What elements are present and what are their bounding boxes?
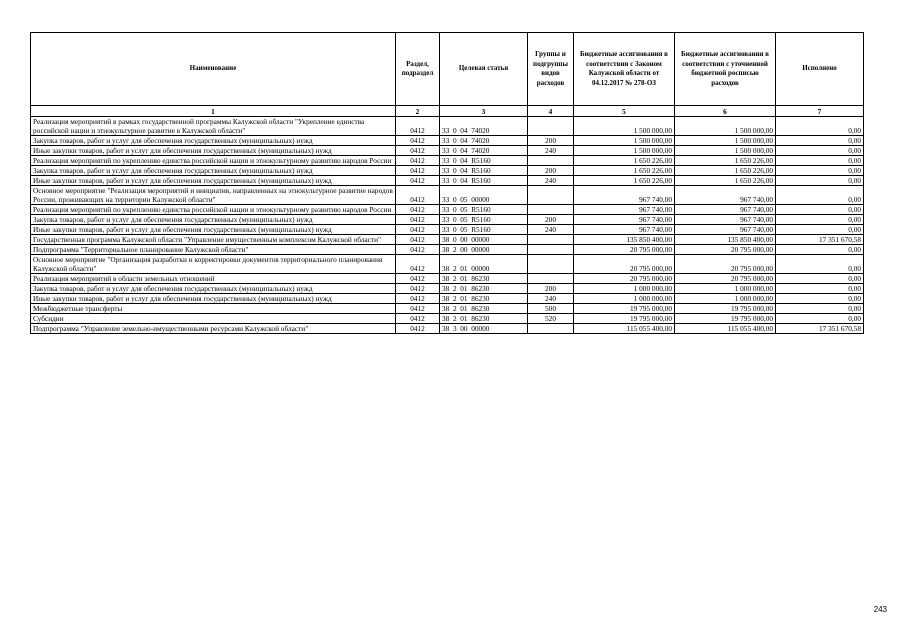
row-section: 0412 — [396, 166, 440, 176]
row-name: Межбюджетные трансферты — [31, 304, 396, 314]
row-budget-law: 135 850 400,00 — [574, 235, 675, 245]
column-number: 4 — [528, 106, 574, 117]
row-section: 0412 — [396, 205, 440, 215]
row-budget-refined: 1 000 000,00 — [675, 284, 776, 294]
row-executed: 0,00 — [776, 156, 864, 166]
table-row — [31, 324, 864, 334]
row-budget-law: 1 650 226,00 — [574, 176, 675, 186]
row-name: Подпрограмма "Территориальное планирование Калужской области" — [31, 245, 396, 255]
row-name: Иные закупки товаров, работ и услуг для обеспечения государственных (муниципальных) нужд — [31, 225, 396, 235]
row-executed: 0,00 — [776, 304, 864, 314]
row-budget-law: 1 500 000,00 — [574, 146, 675, 156]
table-row — [31, 235, 864, 245]
row-budget-refined: 967 740,00 — [675, 225, 776, 235]
row-group — [528, 274, 574, 284]
row-executed: 0,00 — [776, 284, 864, 294]
row-section: 0412 — [396, 284, 440, 294]
table-row — [31, 176, 864, 186]
row-group: 500 — [528, 304, 574, 314]
row-budget-refined: 20 795 000,00 — [675, 274, 776, 284]
row-budget-refined: 135 850 400,00 — [675, 235, 776, 245]
row-budget-law: 1 000 000,00 — [574, 294, 675, 304]
row-name: Основное мероприятие "Организация разработки и корректировки документов территориального планирования Калужской области" — [31, 255, 396, 274]
row-section: 0412 — [396, 314, 440, 324]
table-row — [31, 205, 864, 215]
row-section: 0412 — [396, 255, 440, 274]
table-row — [31, 255, 864, 274]
row-section: 0412 — [396, 156, 440, 166]
row-target: 33 0 04 74020 — [440, 146, 528, 156]
row-group — [528, 186, 574, 205]
table-row — [31, 314, 864, 324]
row-section: 0412 — [396, 324, 440, 334]
row-target: 38 2 01 00000 — [440, 255, 528, 274]
row-budget-law: 1 500 000,00 — [574, 136, 675, 146]
budget-table — [30, 32, 864, 334]
row-budget-refined: 1 650 226,00 — [675, 166, 776, 176]
row-budget-law: 967 740,00 — [574, 215, 675, 225]
column-number: 2 — [396, 106, 440, 117]
row-section: 0412 — [396, 117, 440, 136]
row-name: Закупка товаров, работ и услуг для обеспечения государственных (муниципальных) нужд — [31, 284, 396, 294]
table-body — [31, 117, 864, 334]
row-section: 0412 — [396, 294, 440, 304]
row-target: 38 2 01 86230 — [440, 294, 528, 304]
table-row — [31, 274, 864, 284]
row-group — [528, 156, 574, 166]
row-budget-law: 1 000 000,00 — [574, 284, 675, 294]
row-executed: 0,00 — [776, 294, 864, 304]
row-name: Государственная программа Калужской области "Управление имущественным комплексом Калужской области" — [31, 235, 396, 245]
row-executed: 0,00 — [776, 274, 864, 284]
row-budget-law: 1 650 226,00 — [574, 166, 675, 176]
row-budget-law: 1 650 226,00 — [574, 156, 675, 166]
row-section: 0412 — [396, 304, 440, 314]
table-row — [31, 294, 864, 304]
row-target: 38 2 00 00000 — [440, 245, 528, 255]
row-target: 38 3 00 00000 — [440, 324, 528, 334]
row-section: 0412 — [396, 186, 440, 205]
table-row — [31, 304, 864, 314]
row-group — [528, 245, 574, 255]
row-budget-refined: 1 000 000,00 — [675, 294, 776, 304]
row-name: Подпрограмма "Управление земельно-имущественными ресурсами Калужской области" — [31, 324, 396, 334]
row-group: 240 — [528, 146, 574, 156]
table-row — [31, 284, 864, 294]
row-executed: 0,00 — [776, 146, 864, 156]
header-budget-refined: Бюджетные ассигнования в соответствии с уточненной бюджетной росписью расходов — [675, 33, 776, 106]
row-budget-law: 19 795 000,00 — [574, 314, 675, 324]
row-target: 33 0 05 00000 — [440, 186, 528, 205]
row-section: 0412 — [396, 136, 440, 146]
row-budget-refined: 967 740,00 — [675, 186, 776, 205]
row-budget-refined: 19 795 000,00 — [675, 304, 776, 314]
row-budget-refined: 115 055 400,00 — [675, 324, 776, 334]
row-target: 33 0 04 R5160 — [440, 156, 528, 166]
row-executed: 0,00 — [776, 205, 864, 215]
row-name: Субсидии — [31, 314, 396, 324]
row-group — [528, 117, 574, 136]
row-target: 33 0 04 R5160 — [440, 176, 528, 186]
row-executed: 0,00 — [776, 136, 864, 146]
row-budget-refined: 1 650 226,00 — [675, 156, 776, 166]
header-groups: Группы и подгруппы видов расходов — [528, 33, 574, 106]
row-group: 200 — [528, 215, 574, 225]
table-row — [31, 117, 864, 136]
row-group: 240 — [528, 225, 574, 235]
row-executed: 0,00 — [776, 314, 864, 324]
row-budget-law: 19 795 000,00 — [574, 304, 675, 314]
row-budget-refined: 19 795 000,00 — [675, 314, 776, 324]
row-name: Реализация мероприятий по укреплению единства российской нации и этнокультурному развитию народов России — [31, 205, 396, 215]
row-executed: 0,00 — [776, 166, 864, 176]
row-group: 520 — [528, 314, 574, 324]
column-number: 3 — [440, 106, 528, 117]
row-executed: 0,00 — [776, 186, 864, 205]
row-section: 0412 — [396, 176, 440, 186]
row-group: 200 — [528, 166, 574, 176]
row-target: 33 0 04 74020 — [440, 136, 528, 146]
row-group: 240 — [528, 176, 574, 186]
column-number-row — [31, 106, 864, 117]
row-budget-law: 1 500 000,00 — [574, 117, 675, 136]
row-target: 33 0 05 R5160 — [440, 205, 528, 215]
row-budget-law: 967 740,00 — [574, 225, 675, 235]
row-section: 0412 — [396, 146, 440, 156]
row-section: 0412 — [396, 235, 440, 245]
row-budget-refined: 967 740,00 — [675, 205, 776, 215]
column-number: 1 — [31, 106, 396, 117]
table-row — [31, 156, 864, 166]
row-name: Закупка товаров, работ и услуг для обеспечения государственных (муниципальных) нужд — [31, 136, 396, 146]
row-name: Закупка товаров, работ и услуг для обеспечения государственных (муниципальных) нужд — [31, 166, 396, 176]
row-budget-refined: 967 740,00 — [675, 215, 776, 225]
row-budget-law: 115 055 400,00 — [574, 324, 675, 334]
row-target: 33 0 04 74020 — [440, 117, 528, 136]
row-executed: 0,00 — [776, 215, 864, 225]
row-name: Реализация мероприятий в области земельных отношений — [31, 274, 396, 284]
table-row — [31, 146, 864, 156]
row-executed: 0,00 — [776, 255, 864, 274]
row-executed: 0,00 — [776, 117, 864, 136]
row-target: 38 2 01 86230 — [440, 314, 528, 324]
row-executed: 0,00 — [776, 176, 864, 186]
row-name: Иные закупки товаров, работ и услуг для обеспечения государственных (муниципальных) нужд — [31, 176, 396, 186]
row-section: 0412 — [396, 274, 440, 284]
row-budget-law: 967 740,00 — [574, 205, 675, 215]
row-target: 38 0 00 00000 — [440, 235, 528, 245]
page-number: 243 — [873, 605, 887, 614]
row-target: 38 2 01 86230 — [440, 284, 528, 294]
header-budget-law: Бюджетные ассигнования в соответствии с Законом Калужской области от 04.12.2017 № 278-ОЗ — [574, 33, 675, 106]
table-row — [31, 215, 864, 225]
row-name: Реализация мероприятий по укреплению единства российской нации и этнокультурному развитию народов России — [31, 156, 396, 166]
column-number: 7 — [776, 106, 864, 117]
row-group: 200 — [528, 136, 574, 146]
row-executed: 17 351 670,58 — [776, 235, 864, 245]
row-target: 33 0 05 R5160 — [440, 215, 528, 225]
row-target: 33 0 05 R5160 — [440, 225, 528, 235]
row-group — [528, 255, 574, 274]
column-number: 5 — [574, 106, 675, 117]
row-budget-refined: 20 795 000,00 — [675, 255, 776, 274]
row-name: Реализация мероприятий в рамках государственной программы Калужской области "Укрепление единства российской нации и этнокультурное развитие в Калужской области" — [31, 117, 396, 136]
row-budget-law: 20 795 000,00 — [574, 255, 675, 274]
row-target: 33 0 04 R5160 — [440, 166, 528, 176]
row-section: 0412 — [396, 215, 440, 225]
row-name: Закупка товаров, работ и услуг для обеспечения государственных (муниципальных) нужд — [31, 215, 396, 225]
column-number: 6 — [675, 106, 776, 117]
header-row — [31, 33, 864, 106]
row-budget-law: 967 740,00 — [574, 186, 675, 205]
table-row — [31, 245, 864, 255]
row-name: Иные закупки товаров, работ и услуг для обеспечения государственных (муниципальных) нужд — [31, 146, 396, 156]
row-group — [528, 235, 574, 245]
header-section: Раздел, подраздел — [396, 33, 440, 106]
row-section: 0412 — [396, 225, 440, 235]
row-budget-refined: 1 500 000,00 — [675, 117, 776, 136]
table-row — [31, 166, 864, 176]
header-executed: Исполнено — [776, 33, 864, 106]
header-name: Наименование — [31, 33, 396, 106]
table-row — [31, 225, 864, 235]
row-budget-law: 20 795 000,00 — [574, 274, 675, 284]
row-budget-law: 20 795 000,00 — [574, 245, 675, 255]
row-name: Иные закупки товаров, работ и услуг для обеспечения государственных (муниципальных) нужд — [31, 294, 396, 304]
row-target: 38 2 01 86230 — [440, 304, 528, 314]
row-name: Основное мероприятие "Реализация мероприятий и инициатив, направленных на этнокультурное развитие народов России, проживающих на территории Калужской области" — [31, 186, 396, 205]
row-budget-refined: 1 650 226,00 — [675, 176, 776, 186]
row-executed: 0,00 — [776, 245, 864, 255]
row-budget-refined: 1 500 000,00 — [675, 136, 776, 146]
row-group — [528, 205, 574, 215]
row-budget-refined: 20 795 000,00 — [675, 245, 776, 255]
row-budget-refined: 1 500 000,00 — [675, 146, 776, 156]
row-executed: 17 351 670,58 — [776, 324, 864, 334]
table-row — [31, 186, 864, 205]
row-group: 200 — [528, 284, 574, 294]
table-row — [31, 136, 864, 146]
header-target: Целевая статья — [440, 33, 528, 106]
row-executed: 0,00 — [776, 225, 864, 235]
row-section: 0412 — [396, 245, 440, 255]
row-group — [528, 324, 574, 334]
row-group: 240 — [528, 294, 574, 304]
row-target: 38 2 01 86230 — [440, 274, 528, 284]
